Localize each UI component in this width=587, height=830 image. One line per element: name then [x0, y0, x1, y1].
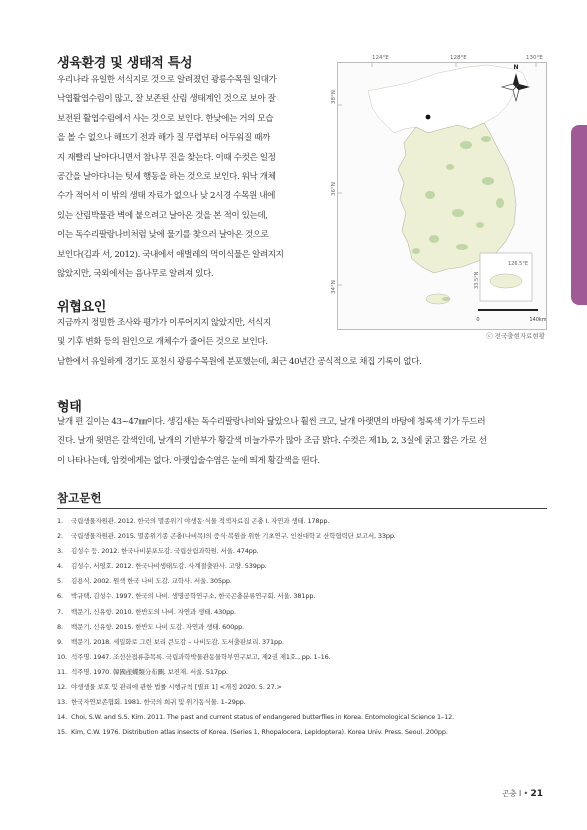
map-lat-label-36: 36°N [331, 182, 337, 196]
map-lat-label-38: 38°N [331, 90, 337, 104]
habitat-line: 공간을 날아다니는 텃세 행동을 하는 것으로 보인다. 워낙 개체 [57, 172, 276, 183]
reference-item [57, 529, 557, 544]
reference-text: 석주명. 1947. 조선산접류총목록. 국립과학박물관동물학부연구보고, 제2권 제1호., pp. 1–16. [71, 652, 331, 661]
footer-label: 곤충 I [502, 789, 522, 798]
scale-zero: 0 [476, 317, 480, 323]
map-lon-label-128: 128°E [450, 55, 467, 61]
habitat-line: 수가 적어서 이 밖의 생태 자료가 없으나 낮 2시경 수목원 내에 [57, 191, 276, 202]
reference-text: 국립생물자원관. 2012. 한국의 멸종위기 야생동·식물 적색자료집 곤충 I. 자연과 생태. 178pp. [71, 517, 330, 525]
reference-number: 6. [57, 592, 63, 601]
reference-text: 백문기, 신유항. 2010. 한반도의 나비. 자연과 생태. 430pp. [71, 607, 236, 616]
reference-text: Choi, S.W. and S.S. Kim. 2011. The past and current status of endangered butterflies in Korea. Entomological Science 1–12. [71, 713, 454, 722]
reference-text: 야생생물 보호 및 관리에 관한 법률 시행규칙 [별표 1] <개정 2020. 5. 27.> [71, 683, 282, 692]
reference-number: 15. [57, 728, 67, 737]
occurrence-point [426, 115, 431, 120]
inset-lon-label: 126.5°E [508, 261, 528, 267]
reference-item [57, 635, 557, 650]
reference-number: 3. [57, 547, 63, 556]
habitat-line: 이는 독수리팔랑나비처럼 낮에 물기를 찾으러 날아온 것으로 [57, 230, 269, 241]
threats-text [57, 314, 421, 372]
distribution-map [337, 62, 547, 330]
threats-line: 남한에서 유일하게 경기도 포천시 광릉수목원에 분포했는데, 최근 40년간 공식적으로 채집 기록이 없다. [57, 356, 422, 367]
reference-item [57, 725, 557, 740]
reference-item [57, 680, 557, 695]
reference-text: 한국자연보존협회. 1981. 한국의 희귀 및 위기동식물. 1–29pp. [71, 698, 246, 707]
habitat-heading: 생육환경 및 생태적 특성 [57, 56, 193, 71]
habitat-line: 을 볼 수 없으나 해뜨기 전과 해가 질 무렵부터 어두워질 때까 [57, 133, 270, 144]
reference-text: Kim, C.W. 1976. Distribution atlas insects of Korea. (Series 1, Rhopalocera, Lepidoptera). Korea Univ. Press. Seoul. 200pp. [71, 728, 448, 737]
threats-line: 지금까지 정밀한 조사와 평가가 이루어지지 않았지만, 서식지 [57, 318, 271, 328]
reference-number: 12. [57, 683, 67, 692]
reference-item [57, 650, 557, 665]
references-title: 참고문헌 [57, 491, 102, 505]
reference-item [57, 544, 557, 559]
reference-number: 7. [57, 607, 63, 616]
habitat-line: 낙엽활엽수림이 많고, 잘 보존된 산림 생태계인 것으로 보아 잘 [57, 94, 276, 105]
reference-item [57, 695, 557, 710]
reference-text: 박규택, 김성수. 1997. 한국의 나비. 생명공학연구소, 한국곤충분류연구회. 서울. 381pp. [71, 592, 316, 601]
korea-map-svg [338, 63, 546, 329]
morphology-heading: 형태 [57, 400, 82, 415]
footer-separator: • [523, 789, 529, 798]
page-footer [502, 788, 543, 799]
reference-number: 5. [57, 577, 63, 586]
reference-item [57, 589, 557, 604]
habitat-line: 보전된 활엽수림에서 사는 것으로 보인다. 한낮에는 거의 모습 [57, 113, 274, 124]
inset-jeju [490, 274, 522, 288]
reference-number: 2. [57, 532, 63, 541]
page-number: 21 [530, 789, 543, 799]
map-lon-label-124: 124°E [372, 55, 389, 61]
references-list [57, 514, 557, 740]
morphology-line: 날개 편 길이는 43~47㎜이다. 생김새는 독수리팔랑나비와 닮았으나 훨씬 크고, 날개 아랫면의 바탕에 청록색 기가 두드러 [57, 417, 486, 427]
threats-heading: 위협요인 [57, 300, 107, 315]
scale-bar [478, 309, 538, 311]
reference-text: 김성수 등. 2012. 한국나비분포도감. 국립산림과학원. 서울. 474pp. [71, 547, 259, 556]
morphology-line: 진다. 날개 윗면은 갈색인데, 날개의 기반부가 황갈색 비늘가루가 많아 조금 밝다. 수컷은 제1b, 2, 3실에 굵고 짧은 가로 선 [57, 436, 487, 447]
inset-lat-label: 33.5°N [474, 271, 480, 289]
reference-text: 김용식. 2002. 원색 한국 나비 도감. 교학사. 서울. 305pp. [71, 577, 232, 586]
reference-text: 백문기. 2018. 세밀화로 그린 보리 큰도감 – 나비도감. 도서출판보리. 371pp. [71, 637, 284, 646]
map-caption: ⓒ 전국출현자료현황 [486, 332, 545, 340]
reference-number: 10. [57, 652, 67, 661]
reference-number: 13. [57, 698, 67, 707]
threats-line: 및 기후 변화 등의 원인으로 개체수가 줄어든 것으로 보인다. [57, 337, 268, 348]
reference-item [57, 620, 557, 635]
map-lat-label-34: 34°N [331, 280, 337, 294]
habitat-line: 지 재빨리 날아다니면서 참나무 진을 찾는다. 이때 수컷은 일정 [57, 152, 276, 163]
reference-number: 8. [57, 622, 63, 631]
scale-end: 140km [529, 317, 546, 323]
reference-text: 김성수, 서영호. 2012. 한국나비생태도감. 사계절출판사. 고양. 539pp. [71, 562, 267, 571]
reference-number: 1. [57, 517, 63, 525]
reference-item [57, 710, 557, 725]
reference-item [57, 559, 557, 574]
map-lon-label-130: 130°E [526, 55, 543, 61]
morphology-line: 이 나타나는데, 암컷에게는 없다. 아랫입술수염은 눈에 띄게 황갈색을 띤다. [57, 455, 320, 466]
reference-item [57, 514, 557, 529]
north-korea-land [368, 65, 528, 133]
reference-text: 국립생물자원관. 2015. 멸종위기종 곤충(나비목)의 증식·복원을 위한 기초연구. 인천대학교 산학협력단 보고서, 33pp. [71, 532, 396, 541]
reference-item [57, 574, 557, 589]
reference-number: 11. [57, 667, 67, 676]
references-divider [57, 508, 547, 509]
north-arrow-label: N [513, 64, 519, 71]
morphology-text [57, 413, 487, 471]
reference-number: 9. [57, 637, 63, 646]
reference-number: 4. [57, 562, 63, 571]
habitat-text [57, 71, 284, 284]
reference-item [57, 665, 557, 680]
habitat-line: 않았지만, 국외에서는 음나무로 알려져 있다. [57, 269, 214, 280]
habitat-line: 우리나라 유일한 서식지로 것으로 알려졌던 광릉수목원 일대가 [57, 75, 277, 85]
habitat-line: 있는 산림박물관 벽에 붙으려고 날아온 것을 본 적이 있는데, [57, 210, 268, 221]
reference-number: 14. [57, 713, 67, 722]
reference-item [57, 605, 557, 620]
chapter-side-tab [571, 125, 587, 305]
reference-text: 백문기, 신유항. 2015. 한반도 나비 도감. 자연과 생태. 600pp. [71, 622, 244, 631]
reference-text: 석주명. 1970. 韓國產蝶類分布圖. 보진재. 서울. 517pp. [71, 667, 228, 676]
habitat-line: 보인다(김과 서, 2012). 국내에서 애벌레의 먹이식물은 알려지지 [57, 249, 284, 260]
